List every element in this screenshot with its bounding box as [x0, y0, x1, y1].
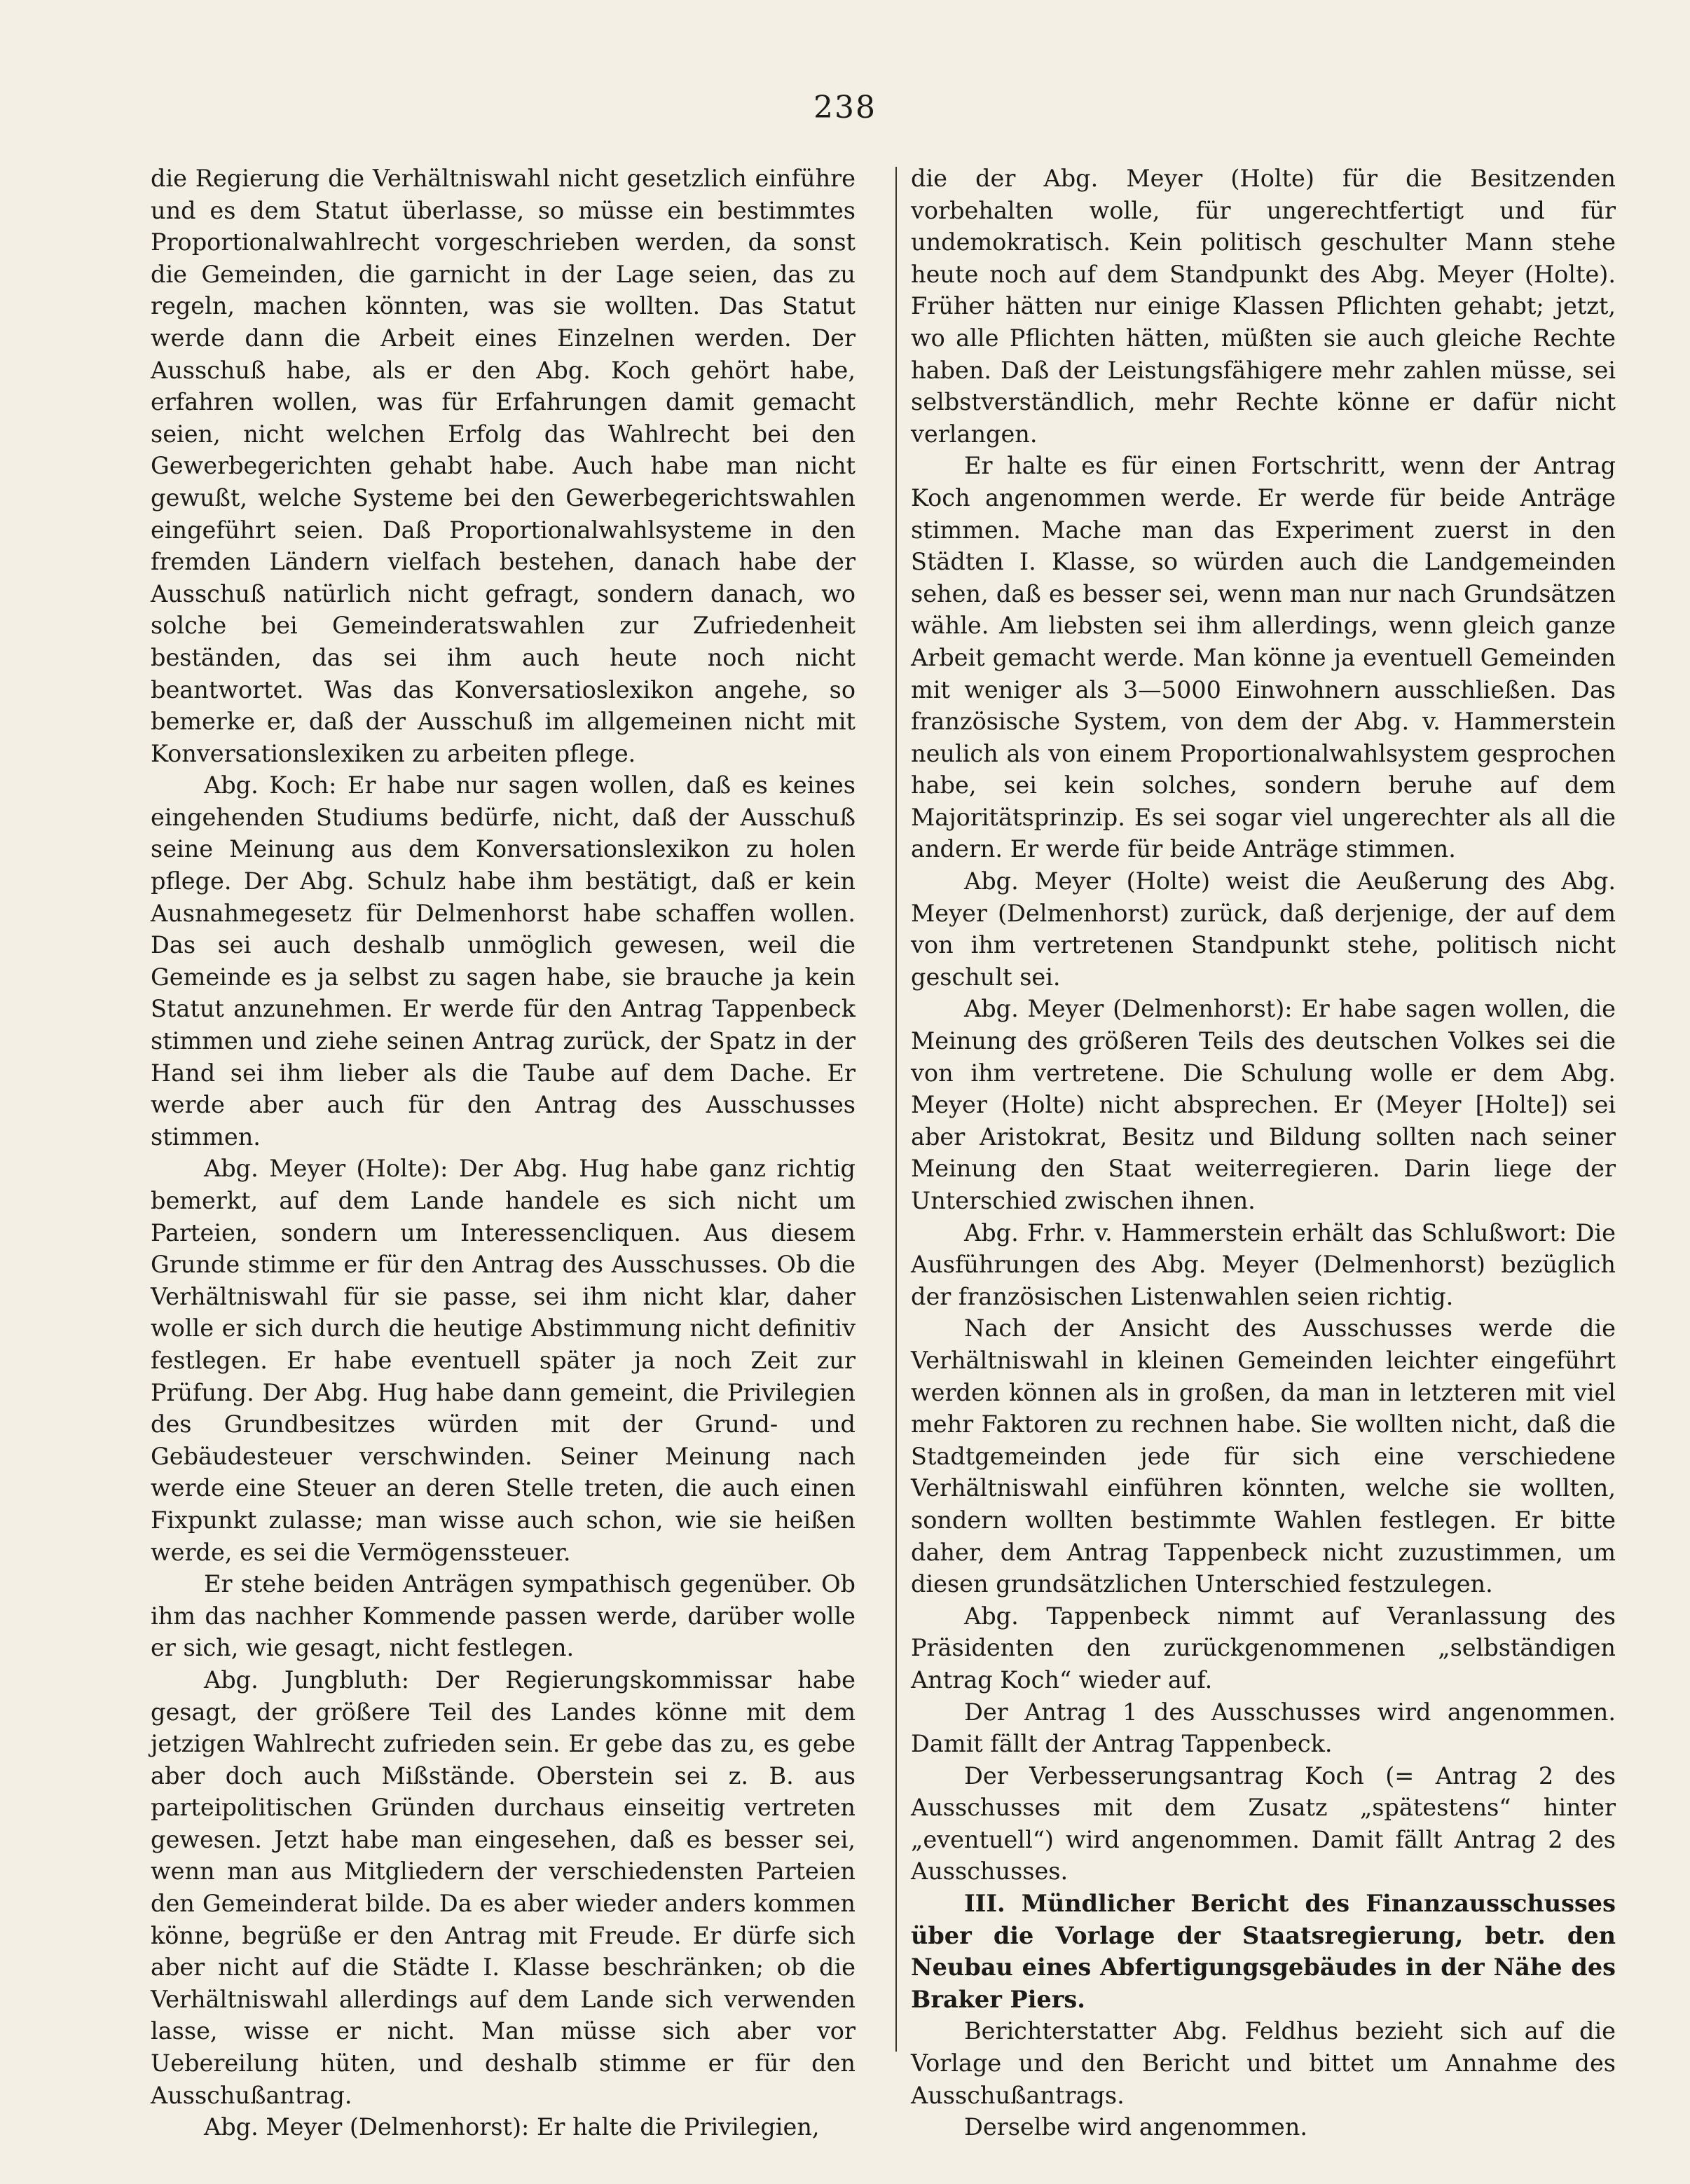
paragraph: Abg. Frhr. v. Hammerstein erhält das Schlußwort: Die Ausführungen des Abg. Meyer (Delmenhorst) bezüglich der französischen Listenwahlen seien richtig. [911, 1218, 1616, 1310]
paragraph: die Regierung die Verhältniswahl nicht gesetzlich einführe und es dem Statut überlasse, so müsse ein bestimmtes Proportionalwahlrecht vorgeschrieben werden, da sonst die Gemeinden, die garnicht in der Lage seien, das zu regeln, machen könnten, was sie wollten. Das Statut werde dann die Arbeit eines Einzelnen werden. Der Ausschuß habe, als er den Abg. Koch gehört habe, erfahren wollen, was für Erfahrungen damit gemacht seien, nicht welchen Erfolg das Wahlrecht bei den Gewerbegerichten gehabt habe. Auch habe man nicht gewußt, welche Systeme bei den Gewerbegerichtswahlen eingeführt seien. Daß Proportionalwahlsysteme in den fremden Ländern vielfach bestehen, danach habe der Ausschuß natürlich nicht gefragt, sondern danach, wo solche bei Gemeinderatswahlen zur Zufriedenheit beständen, das sei ihm auch heute noch nicht beantwortet. Was das Konversatioslexikon angehe, so bemerke er, daß der Ausschuß im allgemeinen nicht mit Konversationslexiken zu arbeiten pflege. [151, 165, 856, 767]
paragraph: Abg. Koch: Er habe nur sagen wollen, daß es keines eingehenden Studiums bedürfe, nicht, daß der Ausschuß seine Meinung aus dem Konversationslexikon zu holen pflege. Der Abg. Schulz habe ihm bestätigt, daß er kein Ausnahmegesetz für Delmenhorst habe schaffen wollen. Das sei auch deshalb unmöglich gewesen, weil die Gemeinde es ja selbst zu sagen habe, sie brauche ja kein Statut anzunehmen. Er werde für den Antrag Tappenbeck stimmen und ziehe seinen Antrag zurück, der Spatz in der Hand sei ihm lieber als die Taube auf dem Dache. Er werde aber auch für den Antrag des Ausschusses stimmen. [151, 771, 856, 1151]
section-heading: III. Mündlicher Bericht des Finanzausschusses über die Vorlage der Staatsregierung, betr. den Neubau eines Abfertigungsgebäudes in der Nähe des Braker Piers. [911, 1890, 1616, 2013]
paragraph: Abg. Meyer (Holte): Der Abg. Hug habe ganz richtig bemerkt, auf dem Lande handele es sich nicht um Parteien, sondern um Interessencliquen. Aus diesem Grunde stimme er für den Antrag des Ausschusses. Ob die Verhältniswahl für sie passe, sei ihm nicht klar, daher wolle er sich durch die heutige Abstimmung nicht definitiv festlegen. Er habe eventuell später ja noch Zeit zur Prüfung. Der Abg. Hug habe dann gemeint, die Privilegien des Grundbesitzes würden mit der Grund- und Gebäudesteuer verschwinden. Seiner Meinung nach werde eine Steuer an deren Stelle treten, die auch einen Fixpunkt zulasse; man wisse auch schon, wie sie heißen werde, es sei die Vermögenssteuer. [151, 1155, 856, 1566]
paragraph: Er halte es für einen Fortschritt, wenn der Antrag Koch angenommen werde. Er werde für beide Anträge stimmen. Mache man das Experiment zuerst in den Städten I. Klasse, so würden auch die Landgemeinden sehen, daß es besser sei, wenn man nur nach Grundsätzen wähle. Am liebsten sei ihm allerdings, wenn gleich ganze Arbeit gemacht werde. Man könne ja eventuell Gemeinden mit weniger als 3—5000 Einwohnern ausschließen. Das französische System, von dem der Abg. v. Hammerstein neulich als von einem Proportionalwahlsystem gesprochen habe, sei kein solches, sondern beruhe auf dem Majoritätsprinzip. Es sei sogar viel ungerechter als all die andern. Er werde für beide Anträge stimmen. [911, 452, 1616, 863]
paragraph: Abg. Tappenbeck nimmt auf Veranlassung des Präsidenten den zurückgenommenen „selbständigen Antrag Koch“ wieder auf. [911, 1602, 1616, 1694]
paragraph: Der Antrag 1 des Ausschusses wird angenommen. Damit fällt der Antrag Tappenbeck. [911, 1698, 1616, 1758]
left-column [151, 163, 856, 2143]
page-number: 238 [813, 90, 877, 125]
column-divider [895, 167, 897, 2052]
paragraph: Er stehe beiden Anträgen sympathisch gegenüber. Ob ihm das nachher Kommende passen werde, darüber wolle er sich, wie gesagt, nicht festlegen. [151, 1570, 856, 1662]
paragraph: Der Verbesserungsantrag Koch (= Antrag 2 des Ausschusses mit dem Zusatz „spätestens“ hinter „eventuell“) wird angenommen. Damit fällt Antrag 2 des Ausschusses. [911, 1761, 1616, 1886]
paragraph: Abg. Jungbluth: Der Regierungskommissar habe gesagt, der größere Teil des Landes könne mit dem jetzigen Wahlrecht zufrieden sein. Er gebe das zu, es gebe aber doch auch Mißstände. Oberstein sei z. B. aus parteipolitischen Gründen durchaus einseitig vertreten gewesen. Jetzt habe man eingesehen, daß es besser sei, wenn man aus Mitgliedern der verschiedensten Parteien den Gemeinderat bilde. Da es aber wieder anders kommen könne, begrüße er den Antrag mit Freude. Er dürfe sich aber nicht auf die Städte I. Klasse beschränken; ob die Verhältniswahl allerdings auf dem Lande sich verwenden lasse, wisse er nicht. Man müsse sich aber vor Uebereilung hüten, und deshalb stimme er für den Ausschußantrag. [151, 1666, 856, 2109]
paragraph: Abg. Meyer (Delmenhorst): Er habe sagen wollen, die Meinung des größeren Teils des deutschen Volkes sei die von ihm vertretene. Die Schulung wolle er dem Abg. Meyer (Holte) nicht absprechen. Er (Meyer [Holte]) sei aber Aristokrat, Besitz und Bildung sollten nach seiner Meinung den Staat weiterregieren. Darin liege der Unterschied zwischen ihnen. [911, 995, 1616, 1214]
paragraph: die der Abg. Meyer (Holte) für die Besitzenden vorbehalten wolle, für ungerechtfertigt und für undemokratisch. Kein politisch geschulter Mann stehe heute noch auf dem Standpunkt des Abg. Meyer (Holte). Früher hätten nur einige Klassen Pflichten gehabt; jetzt, wo alle Pflichten hätten, müßten sie auch gleiche Rechte haben. Daß der Leistungsfähigere mehr zahlen müsse, sei selbstverständlich, mehr Rechte könne er dafür nicht verlangen. [911, 165, 1616, 448]
right-column [911, 163, 1616, 2143]
paragraph: Nach der Ansicht des Ausschusses werde die Verhältniswahl in kleinen Gemeinden leichter eingeführt werden können als in großen, da man in letzteren mit viel mehr Faktoren zu rechnen habe. Sie wollten nicht, daß die Stadtgemeinden jede für sich eine verschiedene Verhältniswahl einführen könnten, welche sie wollten, sondern wollten bestimmte Wahlen festlegen. Er bitte daher, dem Antrag Tappenbeck nicht zuzustimmen, um diesen grundsätzlichen Unterschied festzulegen. [911, 1314, 1616, 1598]
paragraph: Abg. Meyer (Holte) weist die Aeußerung des Abg. Meyer (Delmenhorst) zurück, daß derjenige, der auf dem von ihm vertretenen Standpunkt stehe, politisch nicht geschult sei. [911, 867, 1616, 991]
paragraph: Abg. Meyer (Delmenhorst): Er halte die Privilegien, [204, 2113, 820, 2141]
paragraph: Derselbe wird angenommen. [964, 2113, 1307, 2141]
paragraph: Berichterstatter Abg. Feldhus bezieht sich auf die Vorlage und den Bericht und bittet um Annahme des Ausschußantrags. [911, 2017, 1616, 2109]
